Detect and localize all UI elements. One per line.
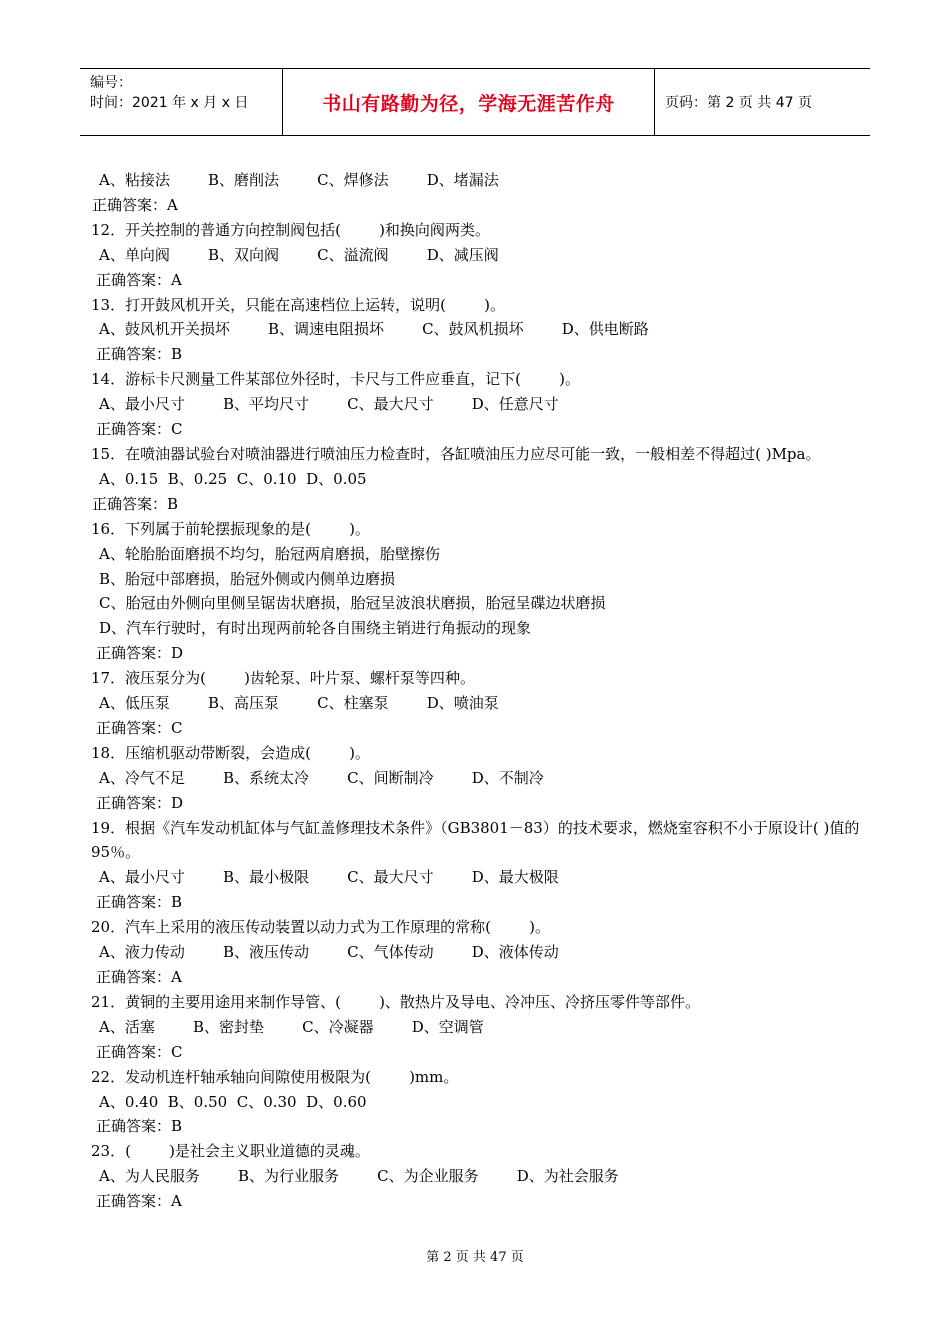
option-d: D、汽车行驶时，有时出现两前轮各自围绕主销进行角振动的现象 <box>99 619 532 638</box>
question-18: 18．压缩机驱动带断裂，会造成( )。 <box>91 743 370 762</box>
header-page-info: 页码：第 2 页 共 47 页 <box>665 95 812 111</box>
option-c: C、胎冠由外侧向里侧呈锯齿状磨损，胎冠呈波浪状磨损，胎冠呈碟边状磨损 <box>99 594 606 613</box>
answer-line: 正确答案：B <box>92 494 179 513</box>
options-line: A、0.40 B、0.50 C、0.30 D、0.60 <box>99 1092 367 1111</box>
option-b: B、胎冠中部磨损，胎冠外侧或内侧单边磨损 <box>99 569 396 588</box>
answer-line: 正确答案：A <box>96 968 182 986</box>
options-line: A、液力传动 B、液压传动 C、气体传动 D、液体传动 <box>99 943 559 962</box>
question-13: 13．打开鼓风机开关，只能在高速档位上运转，说明( )。 <box>91 295 505 314</box>
options-line: A、粘接法 B、磨削法 C、焊修法 D、堵漏法 <box>99 171 499 189</box>
footer-page-number: 第 2 页 共 47 页 <box>426 1250 524 1265</box>
question-14: 14．游标卡尺测量工件某部位外径时，卡尺与工件应垂直，记下( )。 <box>91 370 580 389</box>
header-meta <box>80 69 282 135</box>
question-23: 23．( )是社会主义职业道德的灵魂。 <box>91 1142 370 1161</box>
question-21: 21．黄铜的主要用途用来制作导管、( )、散热片及导电、冷冲压、冷挤压零件等部件。 <box>91 992 700 1011</box>
header-motto: 书山有路勤为径，学海无涯苦作舟 <box>322 92 615 115</box>
document-date: 时间：2021 年 x 月 x 日 <box>90 95 249 111</box>
answer-line: 正确答案：A <box>96 270 182 289</box>
options-line: A、冷气不足 B、系统太冷 C、间断制冷 D、不制冷 <box>99 768 544 787</box>
document-number-label: 编号： <box>90 75 132 91</box>
options-line: A、0.15 B、0.25 C、0.10 D、0.05 <box>99 469 367 488</box>
question-20: 20．汽车上采用的液压传动装置以动力式为工作原理的常称( )。 <box>91 918 550 937</box>
options-line: A、最小尺寸 B、最小极限 C、最大尺寸 D、最大极限 <box>99 868 559 887</box>
options-line: A、鼓风机开关损坏 B、调速电阻损坏 C、鼓风机损坏 D、供电断路 <box>99 320 649 339</box>
page-footer <box>0 1246 950 1265</box>
answer-line: 正确答案：B <box>96 1117 183 1136</box>
answer-line: 正确答案：C <box>96 420 183 439</box>
answer-line: 正确答案：D <box>96 793 184 812</box>
question-15: 15．在喷油器试验台对喷油器进行喷油压力检查时，各缸喷油压力应尽可能一致，一般相差不得超过( )Mpa。 <box>91 444 821 463</box>
options-line: A、为人民服务 B、为行业服务 C、为企业服务 D、为社会服务 <box>99 1167 619 1186</box>
question-17: 17．液压泵分为( )齿轮泵、叶片泵、螺杆泵等四种。 <box>91 669 475 688</box>
options-line: A、单向阀 B、双向阀 C、溢流阀 D、减压阀 <box>99 245 499 264</box>
answer-line: 正确答案：A <box>96 1192 182 1211</box>
answer-line: 正确答案：B <box>96 345 183 364</box>
options-line: A、低压泵 B、高压泵 C、柱塞泵 D、喷油泵 <box>99 694 499 713</box>
question-12: 12．开关控制的普通方向控制阀包括( )和换向阀两类。 <box>91 220 490 239</box>
answer-line: 正确答案：B <box>96 893 183 912</box>
answer-line: 正确答案：C <box>96 1042 183 1061</box>
page-header <box>80 68 870 136</box>
answer-line: 正确答案：D <box>96 644 184 663</box>
header-motto-cell <box>282 69 655 135</box>
question-list <box>91 168 871 1214</box>
question-19: 19．根据《汽车发动机缸体与气缸盖修理技术条件》（GB3801－83）的技术要求，燃烧室容积不小于原设计( )值的 95％。 <box>91 818 860 862</box>
answer-line: 正确答案：C <box>96 718 183 737</box>
options-line: A、最小尺寸 B、平均尺寸 C、最大尺寸 D、任意尺寸 <box>99 395 559 414</box>
question-16: 16．下列属于前轮摆振现象的是( )。 <box>91 519 370 538</box>
answer-line: 正确答案：A <box>92 195 178 214</box>
question-22: 22．发动机连杆轴承轴向间隙使用极限为( )mm。 <box>91 1067 459 1086</box>
options-line: A、活塞 B、密封垫 C、冷凝器 D、空调管 <box>99 1017 484 1036</box>
option-a: A、轮胎胎面磨损不均匀，胎冠两肩磨损，胎壁擦伤 <box>99 544 440 563</box>
